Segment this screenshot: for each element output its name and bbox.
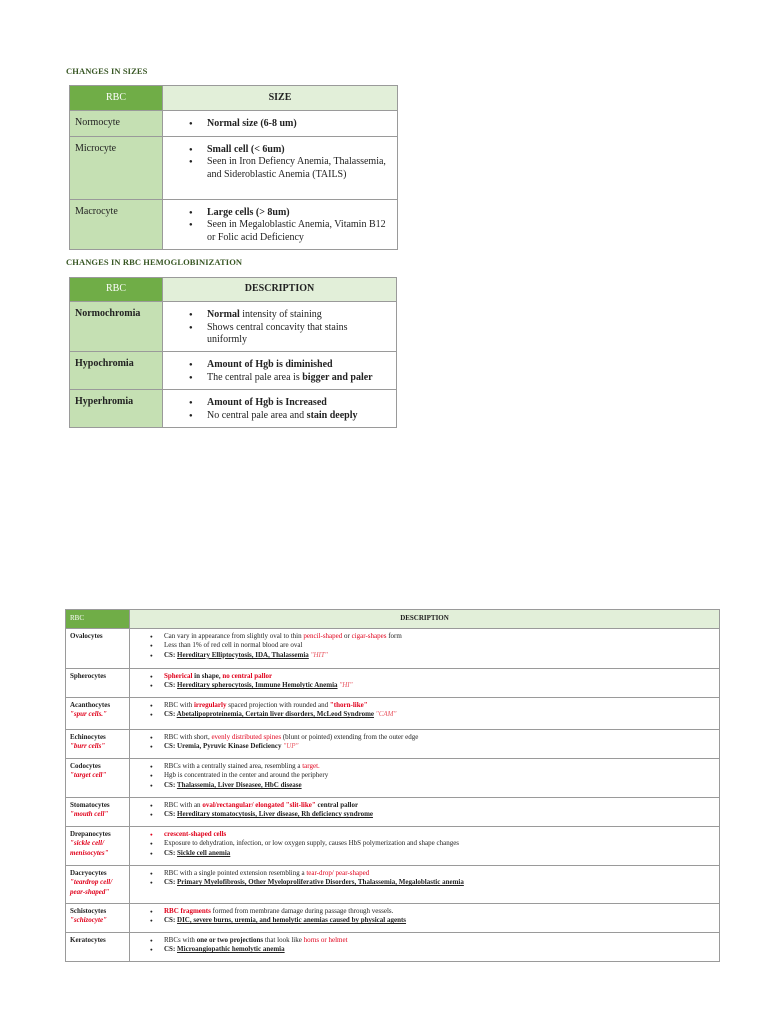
bullet-item: ● CS: DIC, severe burns, uremia, and hemolytic anemias caused by physical agents xyxy=(150,916,713,925)
table-row xyxy=(66,629,720,669)
row-label: Stomatocytes xyxy=(70,801,110,809)
row-label: Normocyte xyxy=(70,111,163,137)
row-label: Hypochromia xyxy=(70,352,163,390)
bullet-item: ● RBC fragments formed from membrane damage during passage through vessels. xyxy=(150,907,713,916)
bullet-item: ● CS: Uremia, Pyruvic Kinase Deficiency "UP" xyxy=(150,742,713,751)
row-alias: "burr cells" xyxy=(70,742,106,751)
bullet-item: ● CS: Hereditary Elliptocytosis, IDA, Thalassemia "HIT" xyxy=(150,651,713,660)
row-alias: "target cell" xyxy=(70,771,107,780)
hgb-header-rbc: RBC xyxy=(70,278,163,302)
bullet-item: ● Seen in Iron Defiency Anemia, Thalassemia, and Sideroblastic Anemia (TAILS) xyxy=(189,156,389,181)
bullet-item: ● No central pale area and stain deeply xyxy=(189,410,388,423)
table-row xyxy=(66,730,720,759)
table-row xyxy=(66,698,720,730)
hgb-section-title: CHANGES IN RBC HEMOGLOBINIZATION xyxy=(66,257,243,267)
bullet-item: ● Large cells (> 8um) xyxy=(189,207,389,220)
bullet-item: ● CS: Primary Myelofibrosis, Other Myeloproliferative Disorders, Thalassemia, Megaloblastic anemia xyxy=(150,878,713,887)
table-row xyxy=(70,136,398,199)
bullet-item: ● Amount of Hgb is Increased xyxy=(189,397,388,410)
row-label: Ovalocytes xyxy=(70,632,103,640)
table-row xyxy=(70,352,397,390)
bullet-item: ● Seen in Megaloblastic Anemia, Vitamin B12 or Folic acid Deficiency xyxy=(189,219,389,244)
bullet-item: ● crescent-shaped cells xyxy=(150,830,713,839)
bullet-item: ● Hgb is concentrated in the center and around the periphery xyxy=(150,771,713,780)
table-row xyxy=(70,199,398,249)
row-label: Drepanocytes xyxy=(70,830,111,838)
hgb-header-description: DESCRIPTION xyxy=(163,278,397,302)
bullet-item: ● CS: Thalassemia, Liver Diseasee, HbC disease xyxy=(150,781,713,790)
bullet-item: ● RBC with a single pointed extension resembling a tear-drop/ pear-shaped xyxy=(150,869,713,878)
bullet-item: ● Can vary in appearance from slightly oval to thin pencil-shaped or cigar-shapes form xyxy=(150,632,713,641)
bullet-item: ● CS: Sickle cell anemia xyxy=(150,849,713,858)
table-row xyxy=(66,669,720,698)
table-row xyxy=(66,866,720,904)
bullet-item: ● Normal intensity of staining xyxy=(189,309,388,322)
bullet-item: ● Less than 1% of red cell in normal blood are oval xyxy=(150,641,713,650)
bullet-item: ● Spherical in shape, no central pallor xyxy=(150,672,713,681)
row-label: Echinocytes xyxy=(70,733,106,741)
row-alias: "mouth cell" xyxy=(70,810,109,819)
bullet-item: ● The central pale area is bigger and paler xyxy=(189,372,388,385)
bullet-item: ● RBC with short, evenly distributed spines (blunt or pointed) extending from the outer edge xyxy=(150,733,713,742)
sizes-table xyxy=(69,85,398,250)
row-label: Dacryocytes xyxy=(70,869,107,877)
bullet-item: ● CS: Microangiopathic hemolytic anemia xyxy=(150,945,713,954)
row-label: Macrocyte xyxy=(70,199,163,249)
table-row xyxy=(66,933,720,962)
bullet-item: ● Exposure to dehydration, infection, or low oxygen supply, causes HbS polymerization and shape changes xyxy=(150,839,713,848)
table-row xyxy=(70,390,397,428)
hgb-table xyxy=(69,277,397,428)
row-alias: "sickle cell/ menisocytes" xyxy=(70,839,109,857)
bullet-item: ● RBCs with one or two projections that look like horns or helmet xyxy=(150,936,713,945)
table-row xyxy=(70,111,398,137)
row-label: Microcyte xyxy=(70,136,163,199)
table-row xyxy=(70,302,397,352)
bullet-item: ● Amount of Hgb is diminished xyxy=(189,359,388,372)
bullet-item: ● CS: Hereditary spherocytosis, Immune Hemolytic Anemia "HI" xyxy=(150,681,713,690)
row-label: Schistocytes xyxy=(70,907,107,915)
table-row xyxy=(66,827,720,866)
row-alias: "spur cells." xyxy=(70,710,107,719)
row-label: Codocytes xyxy=(70,762,101,770)
row-label: Spherocytes xyxy=(70,672,107,680)
bullet-item: ● CS: Abetalipoproteinemia, Certain liver disorders, McLeod Syndrome "CAM" xyxy=(150,710,713,719)
shapes-table xyxy=(65,609,720,962)
table-row xyxy=(66,904,720,933)
bullet-item: ● RBC with an oval/rectangular/ elongated "slit-like" central pallor xyxy=(150,801,713,810)
bullet-item: ● Normal size (6-8 um) xyxy=(189,118,389,131)
bullet-item: ● RBC with irregularly spaced projection with rounded and "thorn-like" xyxy=(150,701,713,710)
row-label: Hyperhromia xyxy=(70,390,163,428)
shapes-header-description: DESCRIPTION xyxy=(130,610,720,629)
row-label: Acanthocytes xyxy=(70,701,111,709)
shapes-header-rbc: RBC xyxy=(66,610,130,629)
sizes-header-size: SIZE xyxy=(163,86,398,111)
bullet-item: ● Shows central concavity that stains uniformly xyxy=(189,322,388,347)
sizes-header-rbc: RBC xyxy=(70,86,163,111)
sizes-section-title: CHANGES IN SIZES xyxy=(66,66,148,76)
row-alias: "schizocyte" xyxy=(70,916,107,925)
bullet-item: ● RBCs with a centrally stained area, resembling a target. xyxy=(150,762,713,771)
bullet-item: ● CS: Hereditary stomatocytosis, Liver disease, Rh deficiency syndrome xyxy=(150,810,713,819)
row-label: Normochromia xyxy=(70,302,163,352)
bullet-item: ● Small cell (< 6um) xyxy=(189,144,389,157)
row-alias: "teardrop cell/ pear-shaped" xyxy=(70,878,113,896)
row-label: Keratocytes xyxy=(70,936,106,944)
table-row xyxy=(66,798,720,827)
table-row xyxy=(66,759,720,798)
